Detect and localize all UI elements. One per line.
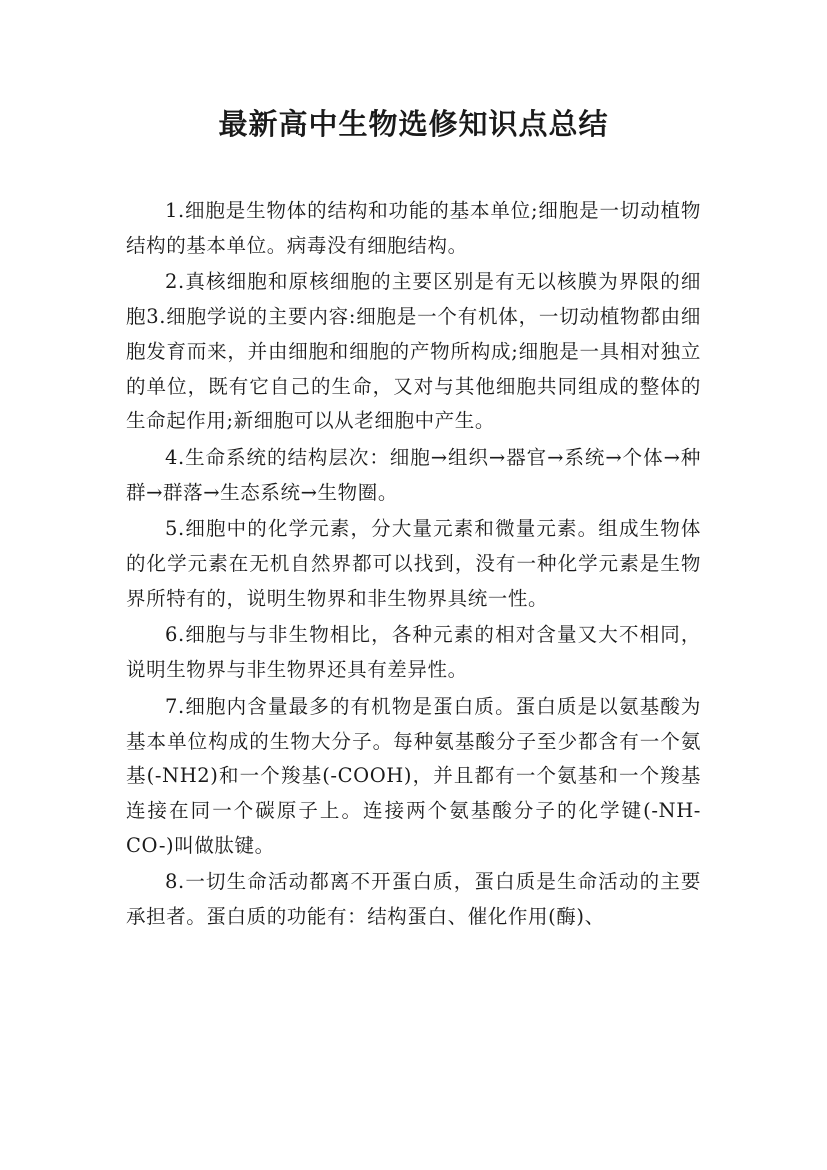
document-title: 最新高中生物选修知识点总结 — [218, 107, 609, 141]
paragraph-6: 7.细胞内含量最多的有机物是蛋白质。蛋白质是以氨基酸为基本单位构成的生物大分子。每种氨基酸分子至少都含有一个氨基(-NH2)和一个羧基(-COOH)，并且都有一个氨基和一个羧基连接在同一个碳原子上。连接两个氨基酸分子的化学键(-NH-CO-)叫做肽键。 — [126, 694, 701, 857]
paragraph-7: 8.一切生命活动都离不开蛋白质，蛋白质是生命活动的主要承担者。蛋白质的功能有：结构蛋白、催化作用(酶)、 — [126, 870, 701, 929]
paragraph-4: 5.细胞中的化学元素，分大量元素和微量元素。组成生物体的化学元素在无机自然界都可以找到，没有一种化学元素是生物界所特有的，说明生物界和非生物界具统一性。 — [126, 517, 701, 610]
paragraph-1: 1.细胞是生物体的结构和功能的基本单位;细胞是一切动植物结构的基本单位。病毒没有细胞结构。 — [126, 199, 701, 257]
paragraph-2: 2.真核细胞和原核细胞的主要区别是有无以核膜为界限的细胞3.细胞学说的主要内容:细胞是一个有机体，一切动植物都由细胞发育而来，并由细胞和细胞的产物所构成;细胞是一具相对独立的单位，既有它自己的生命，又对与其他细胞共同组成的整体的生命起作用;新细胞可以从老细胞中产生。 — [126, 270, 701, 433]
document-body — [126, 194, 701, 937]
paragraph-5: 6.细胞与与非生物相比，各种元素的相对含量又大不相同，说明生物界与非生物界还具有差异性。 — [126, 623, 701, 682]
paragraph-3: 4.生命系统的结构层次：细胞→组织→器官→系统→个体→种群→群落→生态系统→生物圈。 — [126, 445, 701, 504]
